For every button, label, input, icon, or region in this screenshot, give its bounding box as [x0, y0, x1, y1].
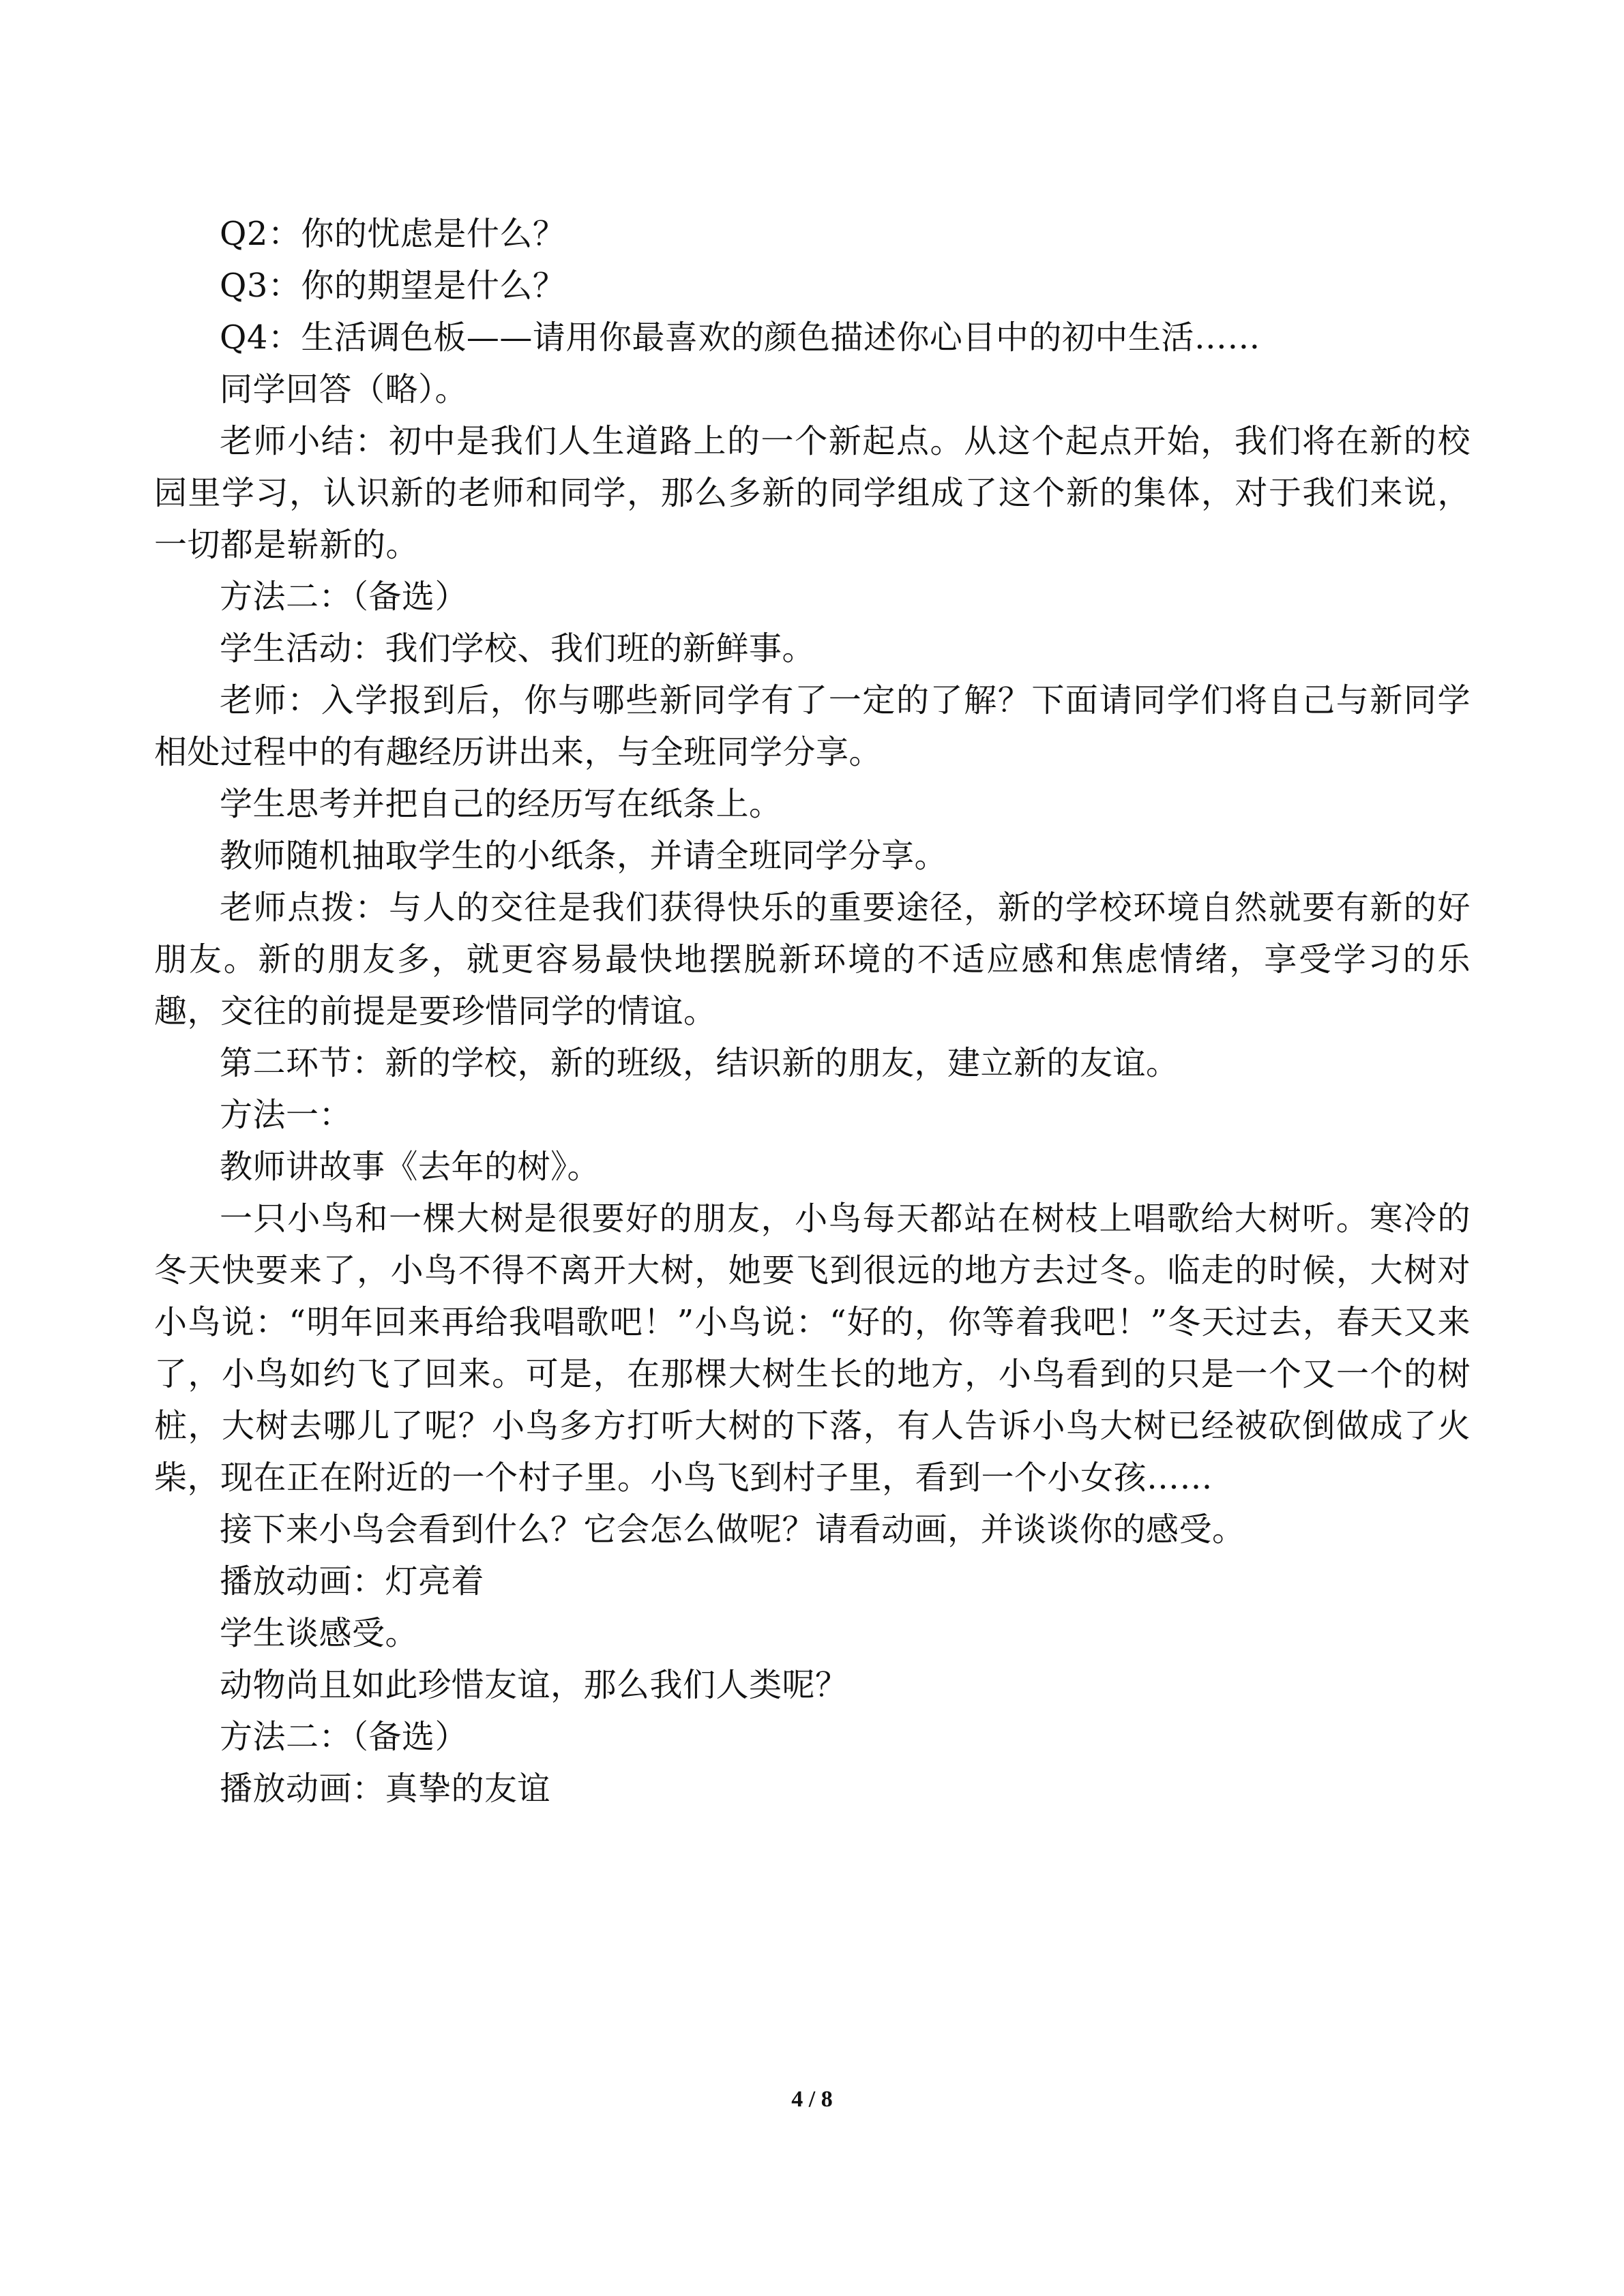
- paragraph-q4: Q4：生活调色板——请用你最喜欢的颜色描述你心目中的初中生活……: [220, 318, 1260, 357]
- paragraph-student-answer: 同学回答（略）。: [220, 370, 469, 408]
- paragraph-story: 一只小鸟和一棵大树是很要好的朋友，小鸟每天都站在树枝上唱歌给大树听。寒冷的冬天快要来了，小鸟不得不离开大树，她要飞到很远的地方去过冬。临走的时候，大树对小鸟说：“明年回来再给我唱歌吧！”小鸟说：“好的，你等着我吧！”冬天过去，春天又来了，小鸟如约飞了回来。可是，在那棵大树生长的地方，小鸟看到的只是一个又一个的树桩，大树去哪儿了呢？小鸟多方打听大树的下落，有人告诉小鸟大树已经被砍倒做成了火柴，现在正在附近的一个村子里。小鸟飞到村子里，看到一个小女孩……: [154, 1199, 1471, 1497]
- paragraph-animals-friendship: 动物尚且如此珍惜友谊，那么我们人类呢？: [220, 1666, 848, 1704]
- paragraph-teacher-guidance: 老师点拨：与人的交往是我们获得快乐的重要途径，新的学校环境自然就要有新的好朋友。新的朋友多，就更容易最快地摆脱新环境的不适应感和焦虑情绪，享受学习的乐趣，交往的前提是要珍惜同学的情谊。: [154, 889, 1471, 1030]
- paragraph-q2: Q2：你的忧虑是什么？: [220, 215, 566, 253]
- paragraph-teacher-summary: 老师小结：初中是我们人生道路上的一个新起点。从这个起点开始，我们将在新的校园里学习，认识新的老师和同学，那么多新的同学组成了这个新的集体，对于我们来说，一切都是崭新的。: [154, 422, 1471, 564]
- paragraph-student-activity: 学生活动：我们学校、我们班的新鲜事。: [220, 629, 816, 668]
- paragraph-method-two: 方法二：（备选）: [220, 578, 469, 616]
- document-body: [154, 208, 1471, 1815]
- paragraph-student-feelings: 学生谈感受。: [220, 1614, 419, 1652]
- paragraph-story-title: 教师讲故事《去年的树》。: [220, 1148, 601, 1186]
- paragraph-student-writing: 学生思考并把自己的经历写在纸条上。: [220, 785, 782, 823]
- page-number: 4 / 8: [791, 2087, 833, 2112]
- paragraph-method-one: 方法一：: [220, 1096, 353, 1134]
- paragraph-method-two-alt: 方法二：（备选）: [220, 1718, 469, 1756]
- paragraph-next-question: 接下来小鸟会看到什么？它会怎么做呢？请看动画，并谈谈你的感受。: [220, 1510, 1245, 1549]
- paragraph-teacher-question: 老师：入学报到后，你与哪些新同学有了一定的了解？下面请同学们将自己与新同学相处过程中的有趣经历讲出来，与全班同学分享。: [154, 681, 1471, 771]
- paragraph-teacher-draw: 教师随机抽取学生的小纸条，并请全班同学分享。: [220, 837, 948, 875]
- paragraph-q3: Q3：你的期望是什么？: [220, 267, 566, 305]
- paragraph-play-animation-1: 播放动画：灯亮着: [220, 1562, 485, 1600]
- paragraph-play-animation-2: 播放动画：真挚的友谊: [220, 1770, 551, 1808]
- paragraph-second-section: 第二环节：新的学校，新的班级，结识新的朋友，建立新的友谊。: [220, 1044, 1179, 1082]
